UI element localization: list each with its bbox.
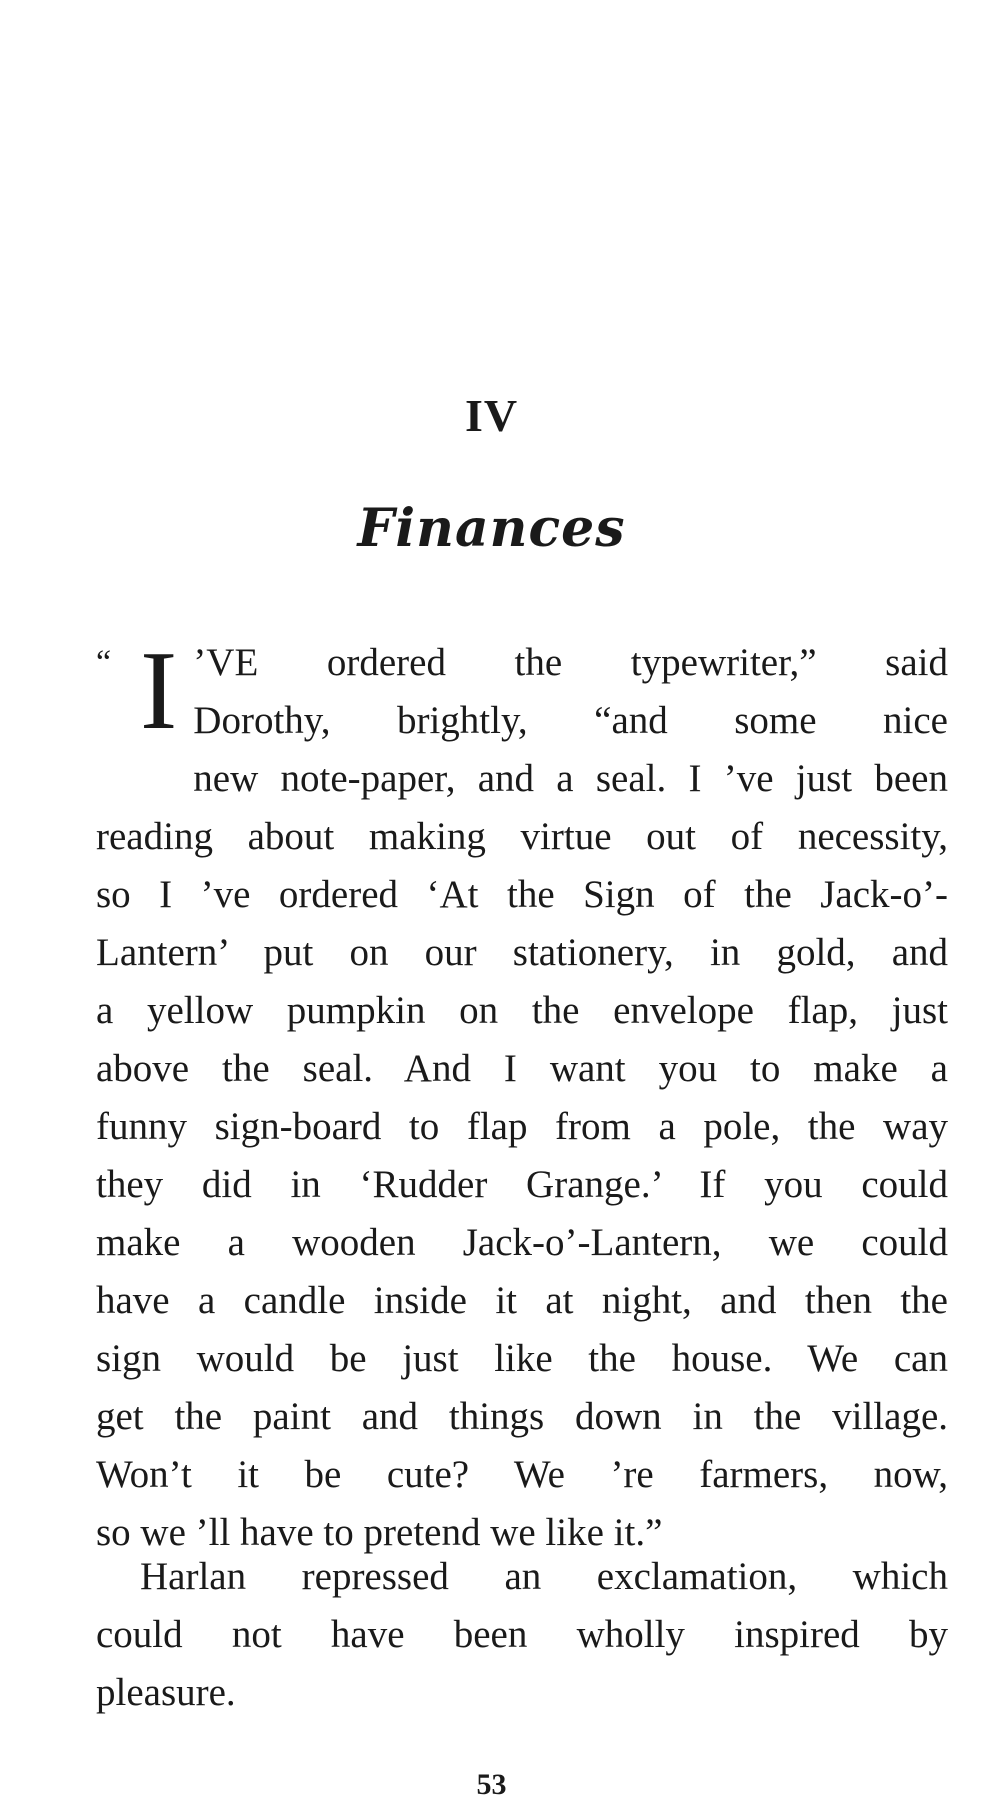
text-line: could not have been wholly inspired by (96, 1613, 948, 1656)
text-line: so we ’ll have to pretend we like it.” (96, 1511, 663, 1554)
text-line: above the seal. And I want you to make a (96, 1047, 948, 1090)
text-line: ’VE ordered the typewriter,” said (193, 641, 948, 684)
text-line: get the paint and things down in the village. (96, 1395, 948, 1438)
text-line: Harlan repressed an exclamation, which (140, 1555, 948, 1598)
opening-quote: “ (96, 644, 112, 681)
text-line: Won’t it be cute? We ’re farmers, now, (96, 1453, 948, 1496)
text-line: have a candle inside it at night, and then the (96, 1279, 948, 1322)
text-line: a yellow pumpkin on the envelope flap, just (96, 989, 948, 1032)
paragraph-2 (96, 1548, 948, 1722)
chapter-title: Finances (357, 498, 626, 559)
text-line: make a wooden Jack-o’-Lantern, we could (96, 1221, 948, 1264)
text-line: funny sign-board to flap from a pole, the way (96, 1105, 948, 1148)
drop-cap: I (140, 629, 178, 753)
text-line: sign would be just like the house. We can (96, 1337, 948, 1380)
text-line: so I ’ve ordered ‘At the Sign of the Jack-o’- (96, 873, 948, 916)
chapter-number: IV (464, 390, 519, 441)
text-line: new note-paper, and a seal. I ’ve just been (193, 757, 948, 800)
text-line: reading about making virtue out of necessity, (96, 815, 948, 858)
paragraph-opening (96, 629, 948, 753)
text-line: they did in ‘Rudder Grange.’ If you could (96, 1163, 948, 1206)
text-line: Lantern’ put on our stationery, in gold, and (96, 931, 948, 974)
text-line: pleasure. (96, 1671, 236, 1714)
paragraph-1 (96, 629, 948, 1562)
page-number: 53 (476, 1768, 507, 1801)
text-line: Dorothy, brightly, “and some nice (193, 699, 948, 742)
